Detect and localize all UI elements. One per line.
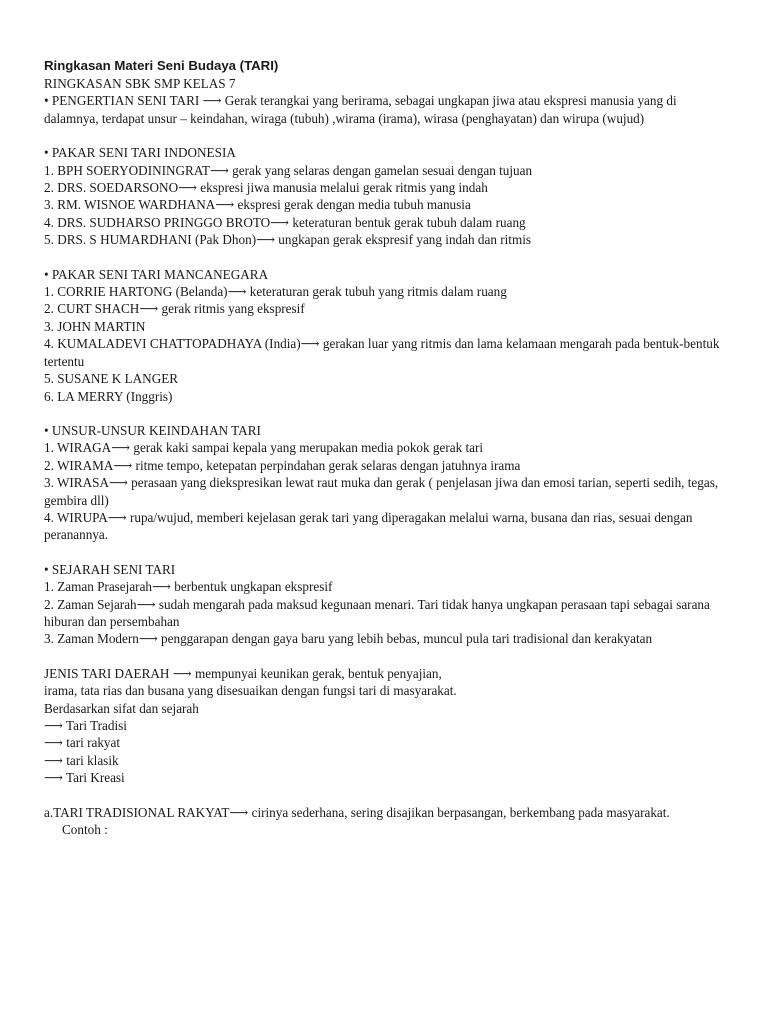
pakar-mancanegara-heading: • PAKAR SENI TARI MANCANEGARA — [44, 266, 269, 282]
list-item: 1. BPH SOERYODININGRAT⟶ gerak yang selaras dengan gamelan sesuai dengan tujuan — [44, 162, 533, 178]
jenis-intro: JENIS TARI DAERAH ⟶ mempunyai keunikan gerak, bentuk penyajian, irama, tata rias dan busana yang disesuaikan dengan fungsi tari di masyarakat. — [44, 665, 457, 699]
list-item: 2. DRS. SOEDARSONO⟶ ekspresi jiwa manusia melalui gerak ritmis yang indah — [44, 180, 488, 196]
document-title: Ringkasan Materi Seni Budaya (TARI) — [44, 58, 279, 73]
list-item: 1. Zaman Prasejarah⟶ berbentuk ungkapan ekspresif — [44, 579, 333, 595]
list-item: ⟶ Tari Tradisi — [44, 718, 127, 733]
pakar-indonesia-list — [44, 162, 734, 249]
unsur-heading: • UNSUR-UNSUR KEINDAHAN TARI — [44, 422, 261, 438]
list-item: 5. SUSANE K LANGER — [44, 371, 179, 387]
jenis-basis: Berdasarkan sifat dan sejarah — [44, 700, 199, 716]
section-pengertian — [44, 92, 734, 127]
section-jenis-tari — [44, 665, 734, 787]
pakar-mancanegara-list — [44, 283, 734, 405]
sejarah-list — [44, 578, 734, 648]
list-item: 4. DRS. SUDHARSO PRINGGO BROTO⟶ keteraturan bentuk gerak tubuh dalam ruang — [44, 214, 526, 230]
list-item: ⟶ Tari Kreasi — [44, 770, 125, 786]
section-pakar-indonesia — [44, 144, 734, 248]
list-item: 3. WIRASA⟶ perasaan yang diekspresikan lewat raut muka dan gerak ( penjelasan jiwa dan emosi tarian, seperti sedih, tegas, gembira dll) — [44, 475, 719, 508]
pengertian-text: • PENGERTIAN SENI TARI ⟶ Gerak terangkai yang berirama, sebagai ungkapan jiwa atau ekspresi manusia yang di dalamnya, terdapat unsur – keindahan, wiraga (tubuh) ,wirama (irama), wirasa (penghayatan) dan wirupa (wujud) — [44, 93, 677, 126]
list-item: 3. Zaman Modern⟶ penggarapan dengan gaya baru yang lebih bebas, muncul pula tari tradisional dan kerakyatan — [44, 631, 653, 647]
list-item: 4. WIRUPA⟶ rupa/wujud, memberi kejelasan gerak tari yang diperagakan melalui warna, busana dan rias, sesuai dengan peranannya. — [44, 509, 693, 543]
list-item: 1. CORRIE HARTONG (Belanda)⟶ keteraturan gerak tubuh yang ritmis dalam ruang — [44, 284, 507, 300]
list-item: ⟶ tari rakyat — [44, 735, 121, 751]
tradisional-rakyat-contoh: Contoh : — [62, 822, 108, 838]
list-item: 1. WIRAGA⟶ gerak kaki sampai kepala yang merupakan media pokok gerak tari — [44, 440, 484, 456]
list-item: 2. WIRAMA⟶ ritme tempo, ketepatan perpindahan gerak selaras dengan jatuhnya irama — [44, 457, 521, 473]
document-subtitle: RINGKASAN SBK SMP KELAS 7 — [44, 76, 236, 91]
section-tari-tradisional-rakyat — [44, 804, 734, 839]
list-item: 3. RM. WISNOE WARDHANA⟶ ekspresi gerak dengan media tubuh manusia — [44, 197, 471, 213]
list-item: 3. JOHN MARTIN — [44, 318, 146, 334]
unsur-list — [44, 439, 734, 543]
section-unsur-keindahan — [44, 422, 734, 544]
jenis-types-list — [44, 717, 734, 787]
section-pakar-mancanegara — [44, 266, 734, 405]
list-item: 2. Zaman Sejarah⟶ sudah mengarah pada maksud kegunaan menari. Tari tidak hanya ungkapan perasaan tapi sebagai sarana hiburan dan persembahan — [44, 596, 710, 629]
tradisional-rakyat-text: a.TARI TRADISIONAL RAKYAT⟶ cirinya sederhana, sering disajikan berpasangan, berkembang pada masyarakat. — [44, 804, 670, 820]
list-item: 5. DRS. S HUMARDHANI (Pak Dhon)⟶ ungkapan gerak ekspresif yang indah dan ritmis — [44, 232, 531, 248]
sejarah-heading: • SEJARAH SENI TARI — [44, 561, 176, 577]
list-item: 4. KUMALADEVI CHATTOPADHAYA (India)⟶ gerakan luar yang ritmis dan lama kelamaan mengarah pada bentuk-bentuk tertentu — [44, 336, 720, 369]
list-item: 6. LA MERRY (Inggris) — [44, 388, 173, 404]
document-content — [44, 56, 734, 855]
list-item: 2. CURT SHACH⟶ gerak ritmis yang ekspresif — [44, 301, 305, 317]
pakar-indonesia-heading: • PAKAR SENI TARI INDONESIA — [44, 145, 236, 161]
section-sejarah — [44, 561, 734, 648]
list-item: ⟶ tari klasik — [44, 752, 119, 768]
